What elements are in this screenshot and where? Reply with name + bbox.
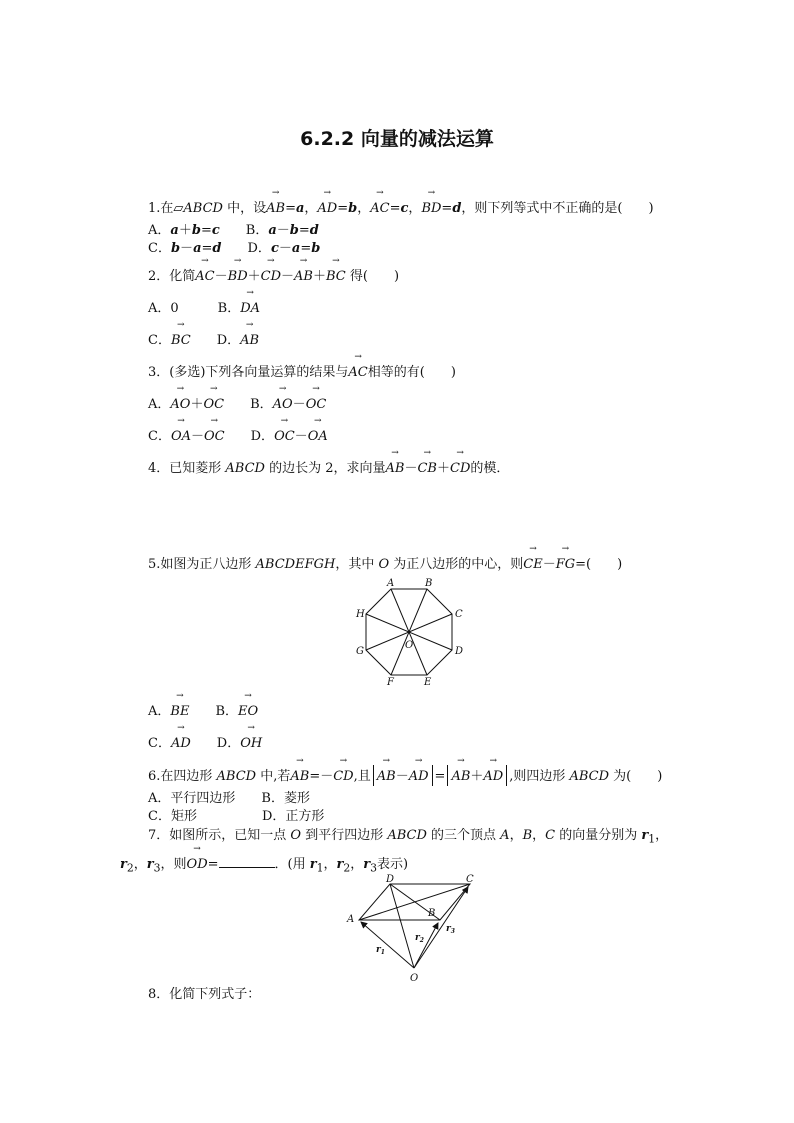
q1-options-row1: A．a＋b=c B．a－b=d: [148, 223, 319, 238]
q7-stem-line1: 7．如图所示，已知一点 O 到平行四边形 ABCD 的三个顶点 A，B，C 的向量分别为 $r_1$，: [148, 828, 669, 846]
fig7-label-b: B: [428, 908, 436, 919]
parallelogram-figure: [342, 874, 482, 986]
q6-options-row2: C．矩形 D．正方形: [148, 809, 325, 824]
octagon-label-f: F: [387, 677, 394, 688]
octagon-label-d: D: [455, 646, 464, 657]
q3-options-row2: C．→ OA－→ OC D．→ OC－→ OA: [148, 426, 328, 445]
vector-r2: [414, 923, 438, 968]
q6-options-row1: A．平行四边形 B．菱形: [148, 791, 310, 806]
octagon-label-e: E: [424, 677, 432, 688]
fig7-label-d: D: [386, 874, 395, 885]
fig7-label-r2: $r_2$: [415, 933, 424, 944]
fig7-label-o: O: [410, 973, 419, 984]
octagon-label-c: C: [455, 609, 463, 620]
q1-options-row2: C．b－a=d D．c－a=b: [148, 241, 321, 256]
q2-options-row1: A．0 B．→ DA: [148, 298, 260, 317]
q4-stem: 4．已知菱形 ABCD 的边长为 2，求向量→ AB－→ CB＋→ CD的模．: [148, 458, 509, 477]
fig7-label-r3: $r_3$: [446, 924, 455, 935]
q5-options-row1: A．→ BE B．→ EO: [148, 701, 258, 720]
q5-options-row2: C．→ AD D．→ OH: [148, 733, 262, 752]
answer-blank[interactable]: [219, 857, 275, 868]
q3-stem: 3．(多选)下列各向量运算的结果与→ AC相等的有( ): [148, 362, 456, 381]
q6-stem: 6.在四边形 ABCD 中,若→ AB=－→ CD,且→ AB－→ AD =→ AB＋→ AD ,则四边形 ABCD 为( ): [148, 765, 662, 786]
q3-options-row1: A．→ AO＋→ OC B．→ AO－→ OC: [148, 394, 326, 413]
octagon-label-a: A: [387, 578, 395, 589]
q1-stem: 1.在▱ABCD 中，设→ AB=a，→ AD=b，→ AC=c，→ BD=d，则下列等式中不正确的是( ): [148, 198, 654, 217]
fig7-label-r1: $r_1$: [376, 945, 385, 956]
q8-stem: 8．化简下列式子：: [148, 987, 261, 1002]
vector-r1: [361, 922, 414, 968]
q2-stem: 2．化简→ AC－→ BD＋→ CD－→ AB＋→ BC 得( ): [148, 266, 399, 285]
fig7-label-a: A: [347, 914, 355, 925]
octagon-label-h: H: [356, 609, 365, 620]
q2-options-row2: C．→ BC D．→ AB: [148, 330, 259, 349]
octagon-figure: [350, 574, 470, 690]
octagon-label-b: B: [425, 578, 433, 589]
q7-stem-line2: $r_2$，$r_3$，则→ OD= ．(用 $r_1$，$r_2$，$r_3$表示): [120, 854, 408, 877]
page-title: 6.2.2 向量的减法运算: [300, 128, 494, 150]
q5-stem: 5.如图为正八边形 ABCDEFGH，其中 O 为正八边形的中心，则→ CE－→ FG=( ): [148, 554, 622, 573]
octagon-label-g: G: [356, 646, 364, 657]
fig7-label-c: C: [466, 874, 474, 885]
octagon-label-o: O: [405, 640, 414, 651]
